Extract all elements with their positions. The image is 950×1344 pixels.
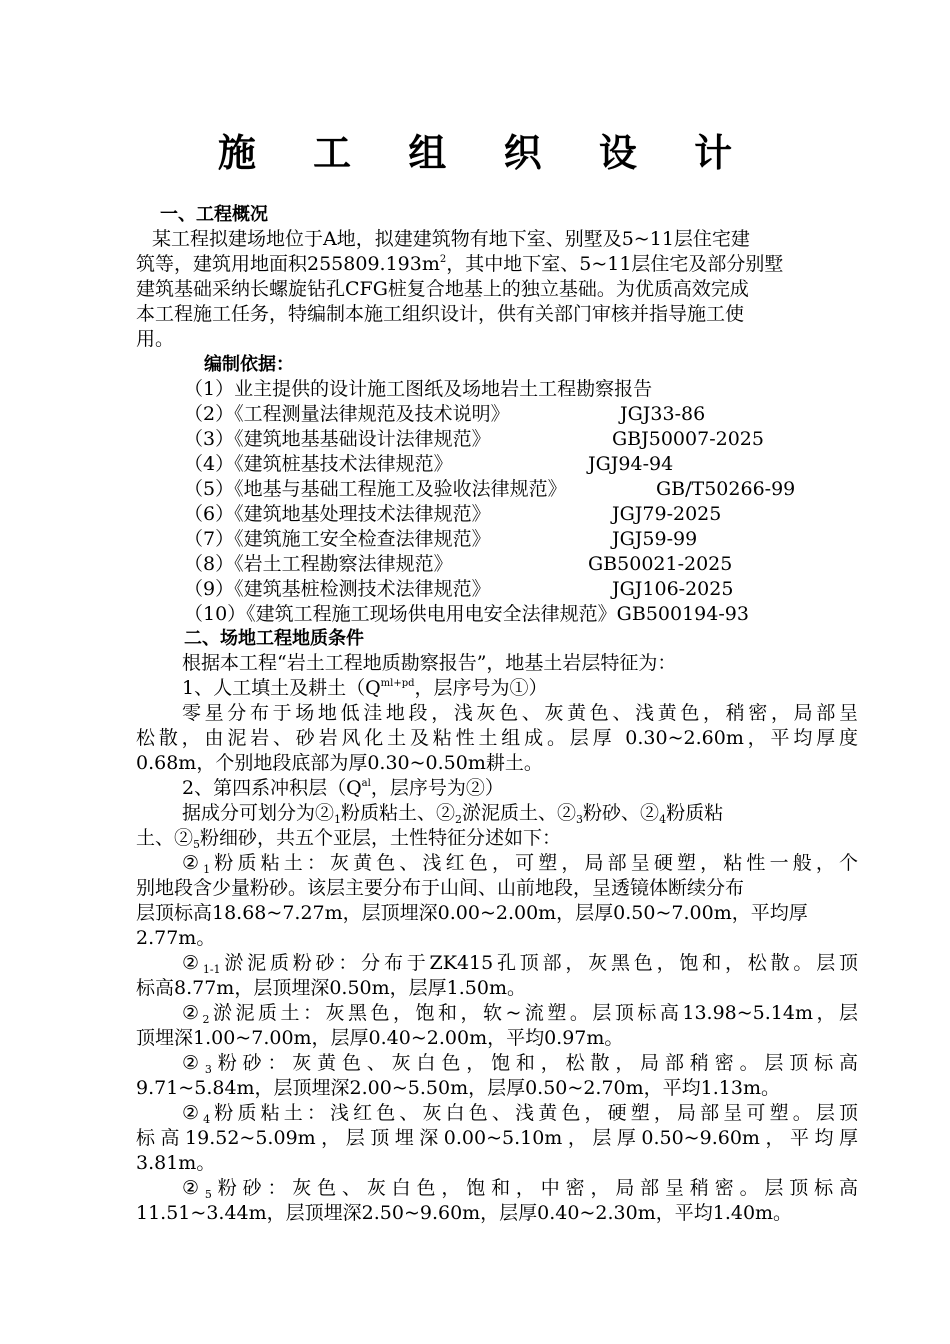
basis-item: （1）业主提供的设计施工图纸及场地岩土工程勘察报告 xyxy=(184,378,653,400)
layer-heading: 2、第四系冲积层（$Q^{al}$，层序号为②） xyxy=(182,777,504,799)
basis-item: （10）《建筑工程施工现场供电用电安全法律规范》GB500194-93 xyxy=(184,603,749,625)
sublayer-line: $②_5$粉砂：灰色、灰白色，饱和，中密，局部呈稍密。层顶标高 xyxy=(182,1177,858,1201)
paragraph-line: 某工程拟建场地位于A地，拟建建筑物有地下室、别墅及5~11层住宅建 xyxy=(152,228,750,250)
basis-item: （9）《建筑基桩检测技术法律规范》 JGJ106-2025 xyxy=(184,578,734,600)
paragraph-line: 建筑基础采纳长螺旋钻孔CFG桩复合地基上的独立基础。为优质高效完成 xyxy=(136,278,749,300)
basis-item: （7）《建筑施工安全检查法律规范》 JGJ59-99 xyxy=(184,528,698,550)
standard-code: JGJ94-94 xyxy=(588,453,674,475)
sublayer-line: $②_1$粉质粘土：灰黄色、浅红色，可塑，局部呈硬塑，粘性一般，个 xyxy=(182,852,858,876)
paragraph-line: 别地段含少量粉砂。该层主要分布于山间、山前地段，呈透镜体断续分布 xyxy=(136,877,745,899)
standard-code: GBJ50007-2025 xyxy=(612,428,764,450)
basis-item: （8）《岩土工程勘察法律规范》 GB50021-2025 xyxy=(184,553,733,575)
basis-item: （2）《工程测量法律规范及技术说明》 JGJ33-86 xyxy=(184,403,706,425)
layer-heading: 1、人工填土及耕土（$Q^{ml+pd}$，层序号为①） xyxy=(182,677,548,699)
standard-code: GB50021-2025 xyxy=(588,553,733,575)
sublayer-line: $②_{1-1}$淤泥质粉砂：分布于ZK415孔顶部，灰黑色，饱和，松散。层顶 xyxy=(182,952,858,976)
paragraph-line: 用。 xyxy=(136,328,175,350)
sublayer-line: $②_2$淤泥质土：灰黑色，饱和，软~流塑。层顶标高13.98~5.14m，层 xyxy=(182,1002,858,1026)
paragraph-line: 层顶标高18.68~7.27m，层顶埋深0.00~2.00m，层厚0.50~7.00m，平均厚 xyxy=(136,902,808,924)
basis-item: （5）《地基与基础工程施工及验收法律规范》 GB/T50266-99 xyxy=(184,478,796,500)
standard-code: JGJ106-2025 xyxy=(612,578,734,600)
standard-code: GB/T50266-99 xyxy=(656,478,796,500)
paragraph-line: 土、$②_5$粉细砂，共五个亚层，土性特征分述如下： xyxy=(136,827,562,851)
paragraph-line: 本工程施工任务，特编制本施工组织设计，供有关部门审核并指导施工使 xyxy=(136,303,745,325)
paragraph-line: 据成分可划分为$②_1$粉质粘土、$②_2$淤泥质土、$②_3$粉砂、$②_4$粉质粘 xyxy=(182,802,724,826)
paragraph-line: 标高19.52~5.09m，层顶埋深0.00~5.10m，层厚0.50~9.60m，平均厚 xyxy=(136,1127,858,1149)
basis-item: （6）《建筑地基处理技术法律规范》 JGJ79-2025 xyxy=(184,503,722,525)
document-title: 施 工 组 织 设 计 xyxy=(217,131,755,175)
section-heading-geology: 二、场地工程地质条件 xyxy=(184,628,364,649)
paragraph-line: 顶埋深1.00~7.00m，层厚0.40~2.00m，平均0.97m。 xyxy=(136,1027,624,1049)
paragraph-line: 0.68m，个别地段底部为厚0.30~0.50m耕土。 xyxy=(136,752,543,774)
paragraph-line: 3.81m。 xyxy=(136,1152,216,1174)
paragraph-line: 根据本工程“岩土工程地质勘察报告”，地基土岩层特征为： xyxy=(182,652,677,674)
section-heading-project-overview: 一、工程概况 xyxy=(160,204,268,225)
paragraph-line: 标高8.77m，层顶埋深0.50m，层厚1.50m。 xyxy=(136,977,526,999)
basis-item: （3）《建筑地基基础设计法律规范》 GBJ50007-2025 xyxy=(184,428,764,450)
basis-heading: 编制依据： xyxy=(204,354,294,375)
paragraph-line: 零星分布于场地低洼地段，浅灰色、灰黄色、浅黄色，稍密，局部呈 xyxy=(182,702,858,724)
standard-code: JGJ79-2025 xyxy=(612,503,722,525)
paragraph-line: 松散，由泥岩、砂岩风化土及粘性土组成。层厚 0.30~2.60m，平均厚度 xyxy=(136,727,858,749)
standard-code: JGJ59-99 xyxy=(612,528,698,550)
sublayer-line: $②_4$粉质粘土：浅红色、灰白色、浅黄色，硬塑，局部呈可塑。层顶 xyxy=(182,1102,858,1126)
paragraph-line: 2.77m。 xyxy=(136,927,216,949)
paragraph-line: 9.71~5.84m，层顶埋深2.00~5.50m，层厚0.50~2.70m，平均1.13m。 xyxy=(136,1077,780,1099)
basis-item: （4）《建筑桩基技术法律规范》 JGJ94-94 xyxy=(184,453,674,475)
paragraph-line: 筑等，建筑用地面积$255809.193m^2$，其中地下室、5~11层住宅及部分别墅 xyxy=(136,253,784,275)
standard-code: JGJ33-86 xyxy=(620,403,706,425)
sublayer-line: $②_3$粉砂：灰黄色、灰白色，饱和，松散，局部稍密。层顶标高 xyxy=(182,1052,858,1076)
paragraph-line: 11.51~3.44m，层顶埋深2.50~9.60m，层厚0.40~2.30m，平均1.40m。 xyxy=(136,1202,793,1224)
